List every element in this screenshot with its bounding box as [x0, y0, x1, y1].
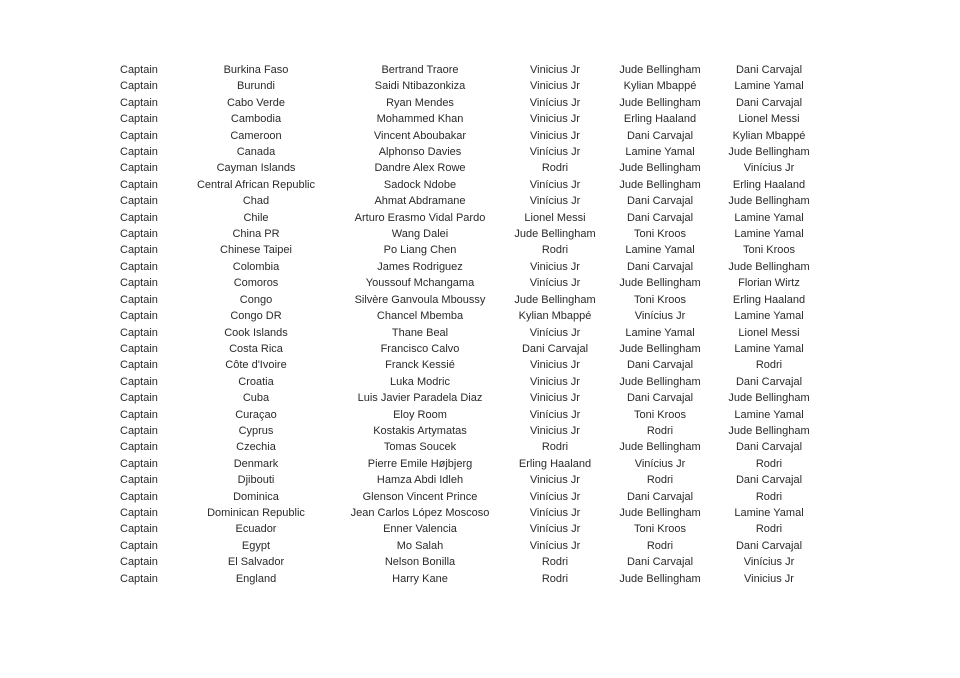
table-row — [112, 275, 828, 291]
second-choice-cell: Vinícius Jr — [634, 310, 686, 323]
captain-name-cell: Luka Modric — [390, 375, 450, 388]
country-cell: Czechia — [236, 441, 276, 454]
captain-name-cell: Po Liang Chen — [383, 244, 457, 257]
captain-name-cell: Ryan Mendes — [386, 96, 454, 109]
first-choice-cell: Vinicius Jr — [530, 474, 580, 487]
table-row — [112, 292, 828, 308]
country-cell: Comoros — [233, 277, 279, 290]
table-row — [112, 341, 828, 357]
role-cell: Captain — [120, 490, 158, 503]
country-cell: Dominica — [233, 490, 279, 503]
role-cell: Captain — [120, 162, 158, 175]
third-choice-cell: Erling Haaland — [732, 293, 806, 306]
captain-name-cell: Saidi Ntibazonkiza — [374, 80, 466, 93]
second-choice-cell: Toni Kroos — [634, 523, 686, 536]
role-cell: Captain — [120, 474, 158, 487]
table-row — [112, 242, 828, 258]
role-cell: Captain — [120, 408, 158, 421]
first-choice-cell: Vinicius Jr — [530, 129, 580, 142]
table-row — [112, 489, 828, 505]
captain-name-cell: Harry Kane — [392, 572, 448, 585]
first-choice-cell: Vinícius Jr — [529, 408, 581, 421]
captain-name-cell: Bertrand Traore — [381, 64, 459, 76]
country-cell: Central African Republic — [196, 178, 315, 191]
third-choice-cell: Lionel Messi — [738, 113, 800, 126]
role-cell: Captain — [120, 359, 158, 372]
second-choice-cell: Jude Bellingham — [619, 506, 701, 519]
first-choice-cell: Vinicius Jr — [530, 64, 580, 76]
second-choice-cell: Dani Carvajal — [626, 195, 694, 208]
first-choice-cell: Vinicius Jr — [530, 392, 580, 405]
role-cell: Captain — [120, 80, 158, 93]
first-choice-cell: Vinícius Jr — [529, 490, 581, 503]
third-choice-cell: Vinicius Jr — [744, 572, 794, 585]
table-row — [112, 177, 828, 193]
captain-name-cell: Alphonso Davies — [378, 146, 462, 159]
table-row — [112, 325, 828, 341]
first-choice-cell: Kylian Mbappé — [518, 310, 592, 323]
third-choice-cell: Lamine Yamal — [734, 342, 804, 355]
second-choice-cell: Lamine Yamal — [625, 326, 695, 339]
captain-name-cell: Nelson Bonilla — [384, 556, 456, 569]
captain-name-cell: Enner Valencia — [383, 523, 457, 536]
third-choice-cell: Florian Wirtz — [738, 277, 800, 290]
third-choice-cell: Jude Bellingham — [728, 146, 810, 159]
second-choice-cell: Jude Bellingham — [619, 178, 701, 191]
second-choice-cell: Toni Kroos — [634, 408, 686, 421]
second-choice-cell: Erling Haaland — [623, 113, 697, 126]
country-cell: Costa Rica — [229, 342, 283, 355]
country-cell: Djibouti — [237, 474, 275, 487]
second-choice-cell: Jude Bellingham — [619, 572, 701, 585]
first-choice-cell: Vinícius Jr — [529, 96, 581, 109]
country-cell: Cabo Verde — [226, 96, 286, 109]
third-choice-cell: Jude Bellingham — [728, 260, 810, 273]
country-cell: Croatia — [238, 375, 274, 388]
role-cell: Captain — [120, 342, 158, 355]
third-choice-cell: Dani Carvajal — [735, 441, 803, 454]
second-choice-cell: Toni Kroos — [634, 228, 686, 241]
country-cell: Egypt — [241, 539, 271, 552]
table-row — [112, 554, 828, 570]
first-choice-cell: Jude Bellingham — [514, 228, 596, 241]
country-cell: Colombia — [232, 260, 280, 273]
third-choice-cell: Rodri — [755, 457, 783, 470]
table-row — [112, 111, 828, 127]
first-choice-cell: Rodri — [541, 162, 569, 175]
role-cell: Captain — [120, 375, 158, 388]
first-choice-cell: Erling Haaland — [518, 457, 592, 470]
country-cell: Cayman Islands — [216, 162, 296, 175]
table-row — [112, 308, 828, 324]
third-choice-cell: Vinícius Jr — [743, 556, 795, 569]
first-choice-cell: Vinícius Jr — [529, 146, 581, 159]
table-row — [112, 538, 828, 554]
third-choice-cell: Rodri — [755, 490, 783, 503]
first-choice-cell: Vinícius Jr — [529, 195, 581, 208]
second-choice-cell: Dani Carvajal — [626, 359, 694, 372]
table-row — [112, 226, 828, 242]
country-cell: Curaçao — [235, 408, 277, 421]
captain-name-cell: Chancel Mbemba — [376, 310, 464, 323]
first-choice-cell: Vinícius Jr — [529, 539, 581, 552]
country-cell: Ecuador — [235, 523, 277, 536]
country-cell: Canada — [236, 146, 276, 159]
table-row — [112, 144, 828, 160]
third-choice-cell: Erling Haaland — [732, 178, 806, 191]
captain-name-cell: Youssouf Mchangama — [365, 277, 475, 290]
country-cell: Denmark — [233, 457, 279, 470]
first-choice-cell: Rodri — [541, 441, 569, 454]
third-choice-cell: Lionel Messi — [738, 326, 800, 339]
second-choice-cell: Dani Carvajal — [626, 392, 694, 405]
third-choice-cell: Dani Carvajal — [735, 539, 803, 552]
third-choice-cell: Kylian Mbappé — [732, 129, 806, 142]
first-choice-cell: Jude Bellingham — [514, 293, 596, 306]
table-row — [112, 259, 828, 275]
third-choice-cell: Dani Carvajal — [735, 96, 803, 109]
first-choice-cell: Rodri — [541, 556, 569, 569]
role-cell: Captain — [120, 260, 158, 273]
captain-name-cell: Glenson Vincent Prince — [362, 490, 478, 503]
country-cell: Chile — [243, 211, 269, 224]
third-choice-cell: Rodri — [755, 359, 783, 372]
country-cell: Côte d'Ivoire — [225, 359, 287, 372]
second-choice-cell: Lamine Yamal — [625, 244, 695, 257]
table-row — [112, 62, 828, 78]
third-choice-cell: Toni Kroos — [743, 244, 795, 257]
captain-name-cell: Vincent Aboubakar — [373, 129, 467, 142]
third-choice-cell: Lamine Yamal — [734, 310, 804, 323]
first-choice-cell: Vinícius Jr — [529, 277, 581, 290]
captain-name-cell: Franck Kessié — [385, 359, 455, 372]
country-cell: England — [235, 572, 277, 585]
first-choice-cell: Vinicius Jr — [530, 424, 580, 437]
third-choice-cell: Dani Carvajal — [735, 375, 803, 388]
table-row — [112, 571, 828, 587]
second-choice-cell: Jude Bellingham — [619, 342, 701, 355]
first-choice-cell: Vinicius Jr — [530, 375, 580, 388]
role-cell: Captain — [120, 506, 158, 519]
role-cell: Captain — [120, 293, 158, 306]
first-choice-cell: Vinicius Jr — [530, 80, 580, 93]
second-choice-cell: Jude Bellingham — [619, 277, 701, 290]
country-cell: Burundi — [237, 80, 275, 93]
third-choice-cell: Vinícius Jr — [743, 162, 795, 175]
country-cell: Congo DR — [230, 310, 282, 323]
captain-name-cell: Thane Beal — [391, 326, 449, 339]
captain-name-cell: Mohammed Khan — [376, 113, 464, 126]
table-row — [112, 210, 828, 226]
second-choice-cell: Dani Carvajal — [626, 211, 694, 224]
country-cell: Chad — [242, 195, 270, 208]
captain-name-cell: Silvère Ganvoula Mboussy — [354, 293, 486, 306]
table-row — [112, 439, 828, 455]
table-row — [112, 390, 828, 406]
table-row — [112, 95, 828, 111]
role-cell: Captain — [120, 424, 158, 437]
role-cell: Captain — [120, 310, 158, 323]
role-cell: Captain — [120, 539, 158, 552]
country-cell: Burkina Faso — [223, 64, 289, 76]
country-cell: El Salvador — [227, 556, 285, 569]
table-row — [112, 374, 828, 390]
second-choice-cell: Rodri — [646, 424, 674, 437]
role-cell: Captain — [120, 457, 158, 470]
captain-name-cell: Dandre Alex Rowe — [374, 162, 466, 175]
captain-name-cell: Francisco Calvo — [380, 342, 460, 355]
country-cell: Cyprus — [238, 424, 274, 437]
captain-name-cell: Pierre Emile Højbjerg — [367, 457, 473, 470]
role-cell: Captain — [120, 195, 158, 208]
role-cell: Captain — [120, 64, 158, 76]
role-cell: Captain — [120, 523, 158, 536]
role-cell: Captain — [120, 441, 158, 454]
third-choice-cell: Lamine Yamal — [734, 211, 804, 224]
role-cell: Captain — [120, 277, 158, 290]
third-choice-cell: Dani Carvajal — [735, 474, 803, 487]
captain-name-cell: James Rodriguez — [377, 260, 463, 273]
second-choice-cell: Rodri — [646, 539, 674, 552]
captain-name-cell: Jean Carlos López Moscoso — [350, 506, 490, 519]
first-choice-cell: Vinícius Jr — [529, 506, 581, 519]
role-cell: Captain — [120, 572, 158, 585]
role-cell: Captain — [120, 178, 158, 191]
table-row — [112, 407, 828, 423]
third-choice-cell: Jude Bellingham — [728, 392, 810, 405]
table-row — [112, 505, 828, 521]
table-row — [112, 193, 828, 209]
table-row — [112, 456, 828, 472]
second-choice-cell: Dani Carvajal — [626, 556, 694, 569]
third-choice-cell: Dani Carvajal — [735, 64, 803, 76]
second-choice-cell: Vinícius Jr — [634, 457, 686, 470]
role-cell: Captain — [120, 129, 158, 142]
captain-name-cell: Wang Dalei — [391, 228, 449, 241]
role-cell: Captain — [120, 392, 158, 405]
second-choice-cell: Dani Carvajal — [626, 490, 694, 503]
country-cell: Chinese Taipei — [220, 244, 292, 257]
role-cell: Captain — [120, 211, 158, 224]
table-row — [112, 423, 828, 439]
country-cell: Dominican Republic — [207, 506, 305, 519]
first-choice-cell: Rodri — [541, 244, 569, 257]
country-cell: Cuba — [242, 392, 270, 405]
table-row — [112, 128, 828, 144]
first-choice-cell: Vinícius Jr — [529, 523, 581, 536]
first-choice-cell: Lionel Messi — [524, 211, 586, 224]
second-choice-cell: Jude Bellingham — [619, 375, 701, 388]
country-cell: Cameroon — [230, 129, 282, 142]
third-choice-cell: Lamine Yamal — [734, 80, 804, 93]
third-choice-cell: Rodri — [755, 523, 783, 536]
captain-name-cell: Sadock Ndobe — [383, 178, 457, 191]
third-choice-cell: Lamine Yamal — [734, 408, 804, 421]
table-row — [112, 521, 828, 537]
captain-name-cell: Mo Salah — [396, 539, 444, 552]
second-choice-cell: Dani Carvajal — [626, 260, 694, 273]
third-choice-cell: Lamine Yamal — [734, 506, 804, 519]
captain-name-cell: Ahmat Abdramane — [374, 195, 466, 208]
country-cell: Congo — [239, 293, 273, 306]
role-cell: Captain — [120, 96, 158, 109]
second-choice-cell: Jude Bellingham — [619, 96, 701, 109]
third-choice-cell: Jude Bellingham — [728, 195, 810, 208]
captain-name-cell: Luis Javier Paradela Diaz — [357, 392, 483, 405]
captain-name-cell: Hamza Abdi Idleh — [376, 474, 464, 487]
second-choice-cell: Jude Bellingham — [619, 441, 701, 454]
captain-name-cell: Tomas Soucek — [383, 441, 457, 454]
first-choice-cell: Dani Carvajal — [521, 342, 589, 355]
first-choice-cell: Rodri — [541, 572, 569, 585]
role-cell: Captain — [120, 113, 158, 126]
second-choice-cell: Toni Kroos — [634, 293, 686, 306]
second-choice-cell: Dani Carvajal — [626, 129, 694, 142]
role-cell: Captain — [120, 326, 158, 339]
first-choice-cell: Vinicius Jr — [530, 113, 580, 126]
first-choice-cell: Vinícius Jr — [529, 178, 581, 191]
role-cell: Captain — [120, 228, 158, 241]
table-row — [112, 78, 828, 94]
table-row — [112, 357, 828, 373]
second-choice-cell: Rodri — [646, 474, 674, 487]
votes-table — [112, 62, 828, 587]
captain-name-cell: Arturo Erasmo Vidal Pardo — [354, 211, 486, 224]
second-choice-cell: Lamine Yamal — [625, 146, 695, 159]
votes-table-body — [112, 62, 828, 587]
first-choice-cell: Vinícius Jr — [529, 326, 581, 339]
first-choice-cell: Vinicius Jr — [530, 359, 580, 372]
role-cell: Captain — [120, 146, 158, 159]
role-cell: Captain — [120, 244, 158, 257]
third-choice-cell: Lamine Yamal — [734, 228, 804, 241]
table-row — [112, 472, 828, 488]
first-choice-cell: Vinicius Jr — [530, 260, 580, 273]
country-cell: Cambodia — [230, 113, 282, 126]
captain-name-cell: Kostakis Artymatas — [373, 424, 467, 437]
second-choice-cell: Jude Bellingham — [619, 162, 701, 175]
second-choice-cell: Kylian Mbappé — [623, 80, 697, 93]
second-choice-cell: Jude Bellingham — [619, 64, 701, 76]
table-row — [112, 160, 828, 176]
country-cell: China PR — [232, 228, 280, 241]
third-choice-cell: Jude Bellingham — [728, 424, 810, 437]
country-cell: Cook Islands — [224, 326, 288, 339]
role-cell: Captain — [120, 556, 158, 569]
captain-name-cell: Eloy Room — [393, 408, 447, 421]
